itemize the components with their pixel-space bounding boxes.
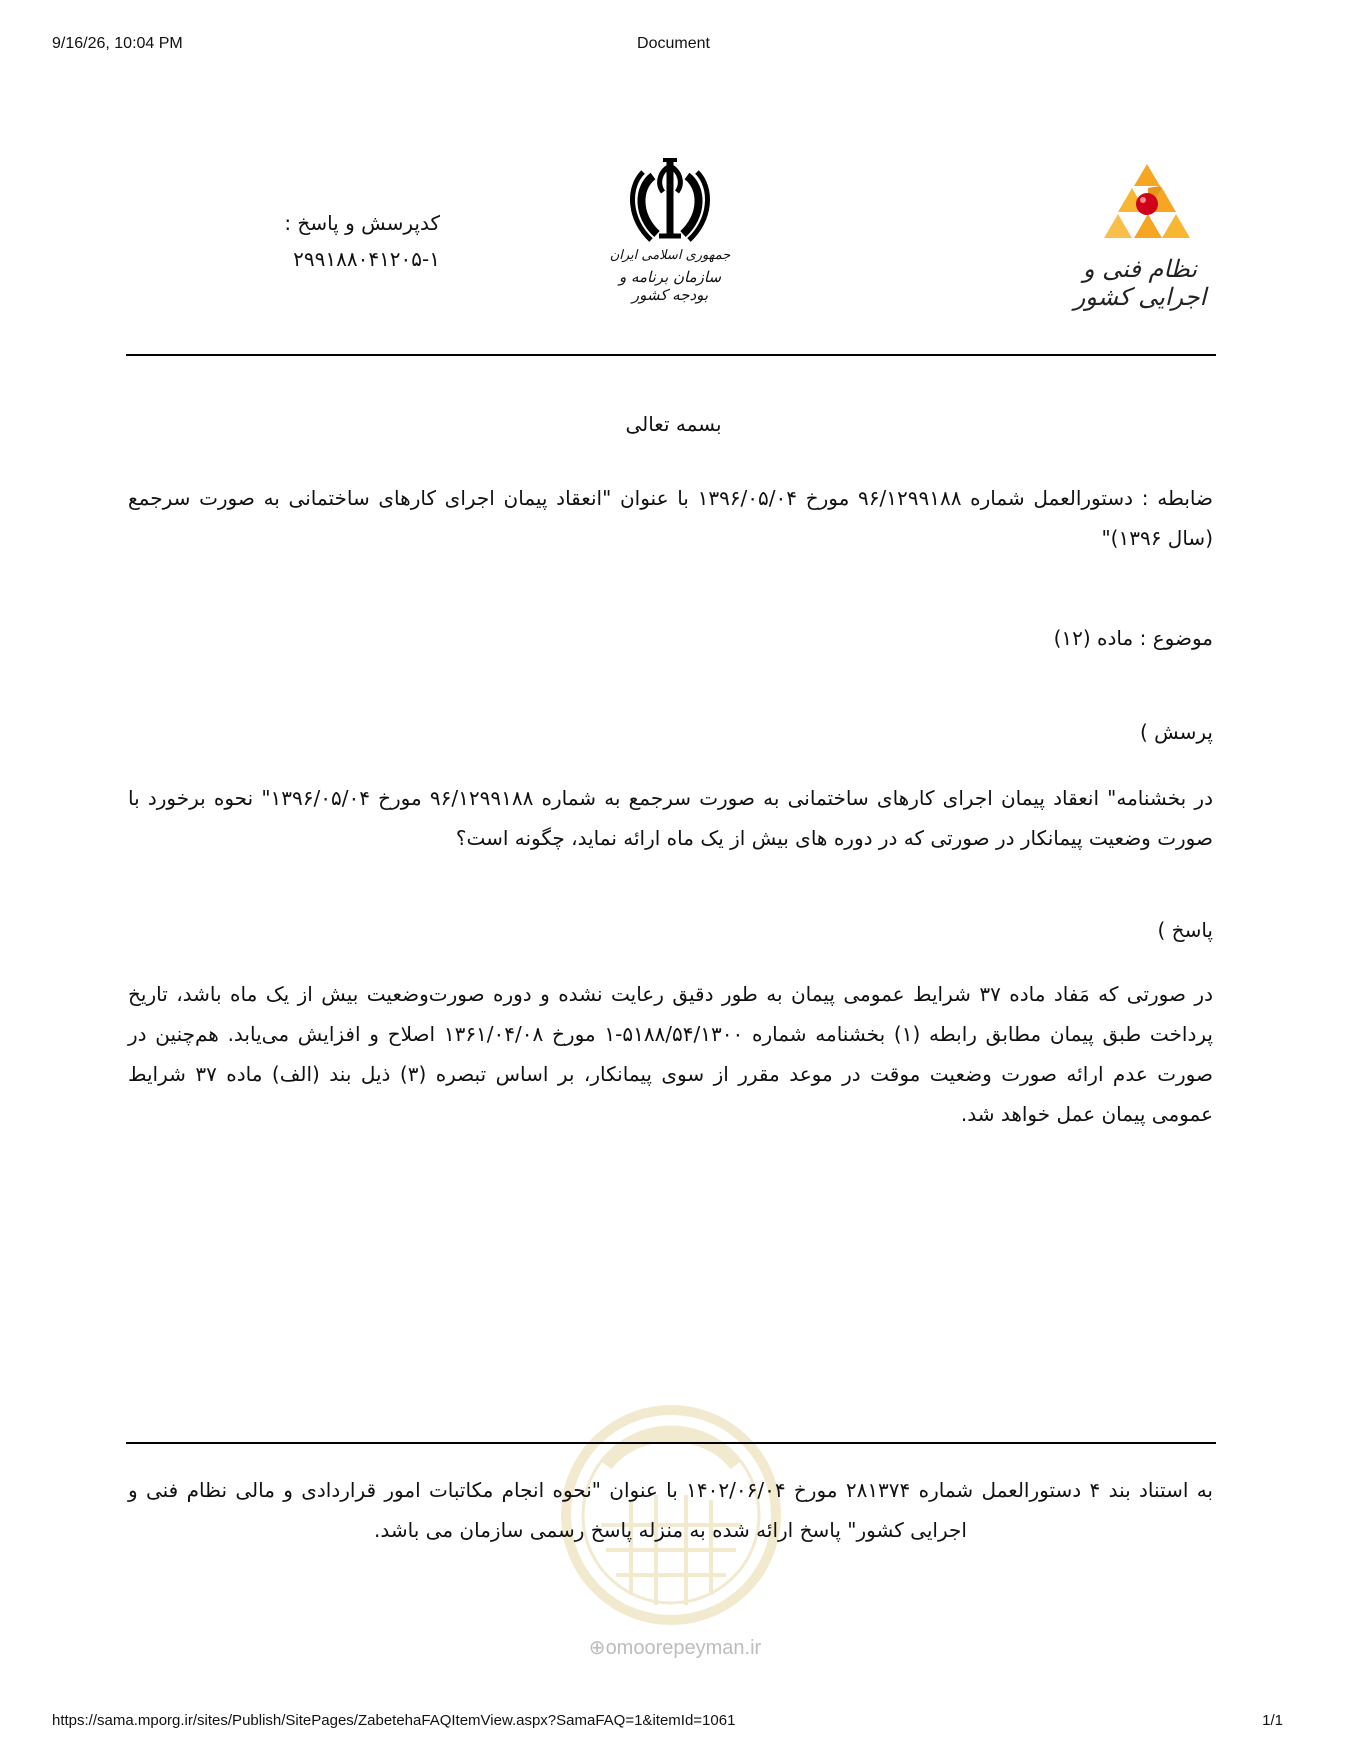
answer-label: پاسخ ): [1157, 918, 1213, 942]
header-divider: [126, 354, 1216, 356]
footer-divider: [126, 1442, 1216, 1444]
emblem-line-2: سازمان برنامه و بودجه کشور: [618, 268, 722, 304]
qa-code-block: [200, 205, 440, 277]
watermark-globe-icon: ⊕: [588, 1637, 606, 1659]
answer-text: در صورتی که مَفاد ماده ۳۷ شرایط عمومی پیمان به طور دقیق رعایت نشده و دوره صورت‌وضعیت بیش از یک ماه باشد، تاریخ پرداخت طبق پیمان مطابق رابطه (۱) بخشنامه شماره ۵۱۸۸/۵۴/۱۳۰۰-۱ مورخ ۱۳۶۱/۰۴/۰۸ اصلاح و افزایش می‌یابد. هم‌چنین در صورت عدم ارائه صورت وضعیت موقت در موعد مقرر از سوی پیمانکار، بر اساس تبصره (۳) ذیل بند (الف) ماده ۳۷ شرایط عمومی پیمان عمل خواهد شد.: [128, 982, 1213, 1126]
print-page-number: 1/1: [1262, 1712, 1283, 1729]
official-answer-note: به استناد بند ۴ دستورالعمل شماره ۲۸۱۳۷۴ مورخ ۱۴۰۲/۰۶/۰۴ با عنوان "نحوه انجام مکاتبات امور قراردادی و مالی نظام فنی و اجرایی کشور" پاسخ ارائه شده به منزله پاسخ رسمی سازمان می باشد.: [128, 1478, 1213, 1542]
nezam-fanni-logo-icon: [1102, 160, 1192, 248]
question-label: پرسش ): [1139, 720, 1213, 744]
print-title: Document: [637, 35, 710, 52]
watermark-site-text: omoorepeyman.ir: [605, 1637, 762, 1659]
qa-code-value: ۲۹۹۱۸۸۰۴۱۲۰۵-۱: [293, 247, 440, 271]
nezam-fanni-logo: [1060, 160, 1220, 311]
print-datetime: 9/16/26, 10:04 PM: [52, 35, 183, 52]
bismillah: بسمه تعالی: [625, 412, 722, 436]
watermark-site: [560, 1635, 790, 1660]
question-text: در بخشنامه" انعقاد پیمان اجرای کارهای ساختمانی به صورت سرجمع به شماره ۹۶/۱۲۹۹۱۸۸ مورخ ۱۳۹۶/۰۵/۰۴" نحوه برخورد با صورت وضعیت پیمانکار در صورتی که در دوره های بیش از یک ماه ارائه نماید، چگونه است؟: [128, 786, 1213, 850]
print-url: https://sama.mporg.ir/sites/Publish/SitePages/ZabetehaFAQItemView.aspx?SamaFAQ=1&itemId=1061: [52, 1712, 736, 1729]
emblem-line-1: جمهوری اسلامی ایران: [609, 248, 731, 263]
qa-code-label: کدپرسش و پاسخ :: [284, 211, 440, 235]
zabeteh-paragraph: ضابطه : دستورالعمل شماره ۹۶/۱۲۹۹۱۸۸ مورخ ۱۳۹۶/۰۵/۰۴ با عنوان "انعقاد پیمان اجرای کارهای ساختمانی به صورت سرجمع (سال ۱۳۹۶)": [128, 486, 1213, 550]
iran-emblem: [605, 158, 735, 308]
iran-emblem-icon: [623, 158, 717, 246]
subject-line: موضوع : ماده (۱۲): [1053, 626, 1213, 650]
nezam-fanni-logo-text: نظام فنی و اجرایی کشور: [1073, 255, 1207, 311]
